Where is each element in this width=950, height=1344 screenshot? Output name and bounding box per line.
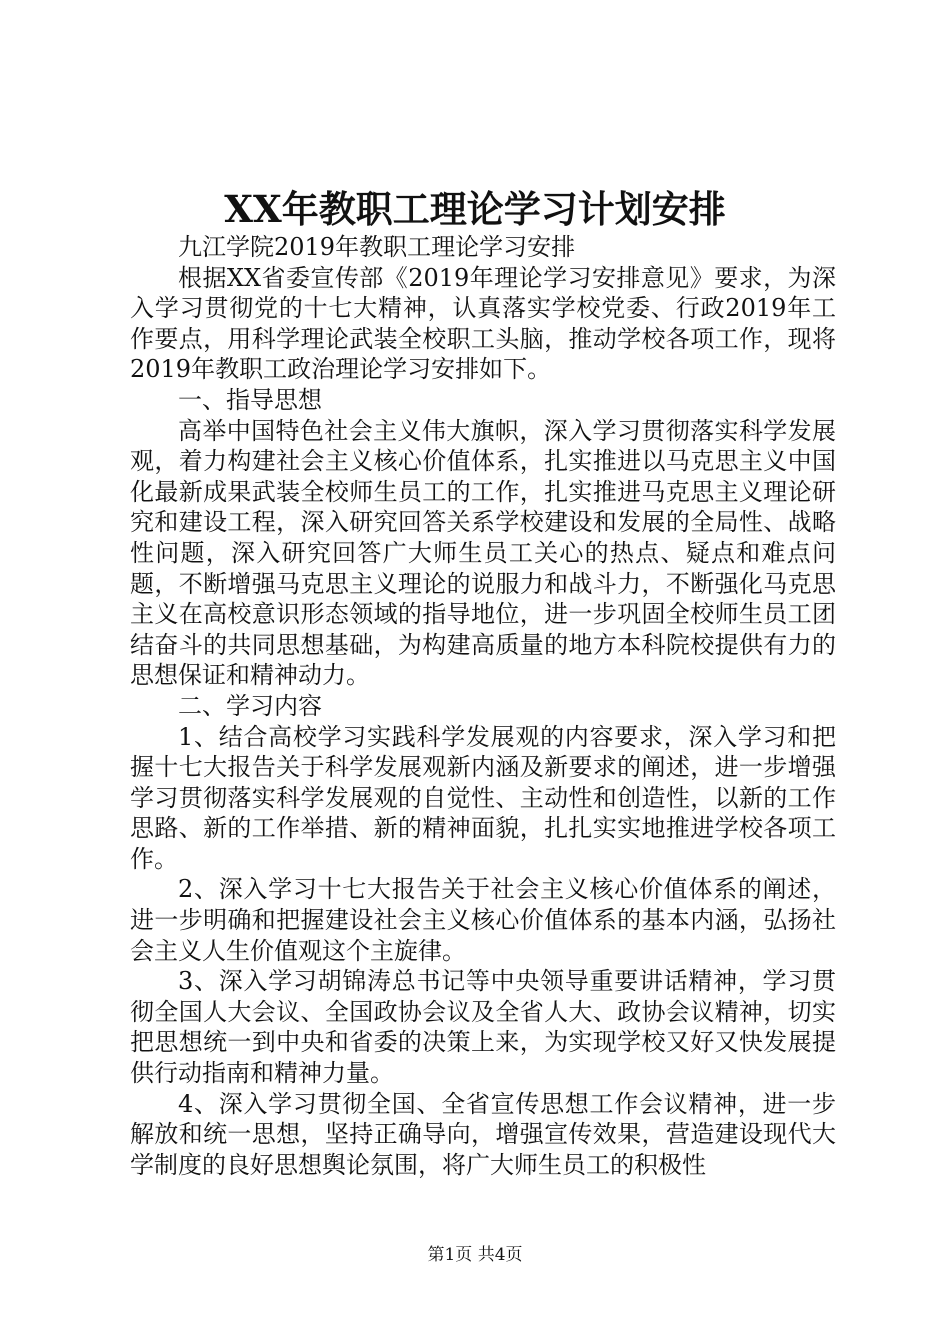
guiding-ideology-paragraph: 高举中国特色社会主义伟大旗帜，深入学习贯彻落实科学发展观，着力构建社会主义核心价值体系，扎实推进以马克思主义中国化最新成果武装全校师生员工的工作，扎实推进马克思主义理论研究和建设工程，深入研究回答关系学校建设和发展的全局性、战略性问题，深入研究回答广大师生员工关心的热点、疑点和难点问题，不断增强马克思主义理论的说服力和战斗力，不断强化马克思主义在高校意识形态领域的指导地位，进一步巩固全校师生员工团结奋斗的共同思想基础，为构建高质量的地方本科院校提供有力的思想保证和精神动力。	[130, 416, 836, 690]
document-body	[130, 232, 836, 1180]
section-heading-study-content: 二、学习内容	[178, 691, 322, 720]
study-item-1: 1、结合高校学习实践科学发展观的内容要求，深入学习和把握十七大报告关于科学发展观新内涵及新要求的阐述，进一步增强学习贯彻落实科学发展观的自觉性、主动性和创造性，以新的工作思路、新的工作举措、新的精神面貌，扎扎实实地推进学校各项工作。	[130, 722, 836, 873]
study-item-2: 2、深入学习十七大报告关于社会主义核心价值体系的阐述，进一步明确和把握建设社会主义核心价值体系的基本内涵，弘扬社会主义人生价值观这个主旋律。	[130, 875, 836, 965]
subtitle-paragraph: 九江学院2019年教职工理论学习安排	[178, 233, 576, 261]
study-item-4: 4、深入学习贯彻全国、全省宣传思想工作会议精神，进一步解放和统一思想，坚持正确导向，增强宣传效果，营造建设现代大学制度的良好思想舆论氛围，将广大师生员工的积极性	[130, 1089, 836, 1179]
page-footer: 第1页 共4页	[427, 1245, 523, 1265]
study-item-3: 3、深入学习胡锦涛总书记等中央领导重要讲话精神，学习贯彻全国人大会议、全国政协会议及全省人大、政协会议精神，切实把思想统一到中央和省委的决策上来，为实现学校又好又快发展提供行动指南和精神力量。	[130, 967, 836, 1088]
intro-paragraph: 根据XX省委宣传部《2019年理论学习安排意见》要求，为深入学习贯彻党的十七大精神，认真落实学校党委、行政2019年工作要点，用科学理论武装全校职工头脑，推动学校各项工作，现将2019年教职工政治理论学习安排如下。	[130, 263, 836, 384]
page-title: XX年教职工理论学习计划安排	[224, 187, 726, 231]
section-heading-guiding-ideology: 一、指导思想	[178, 385, 322, 414]
